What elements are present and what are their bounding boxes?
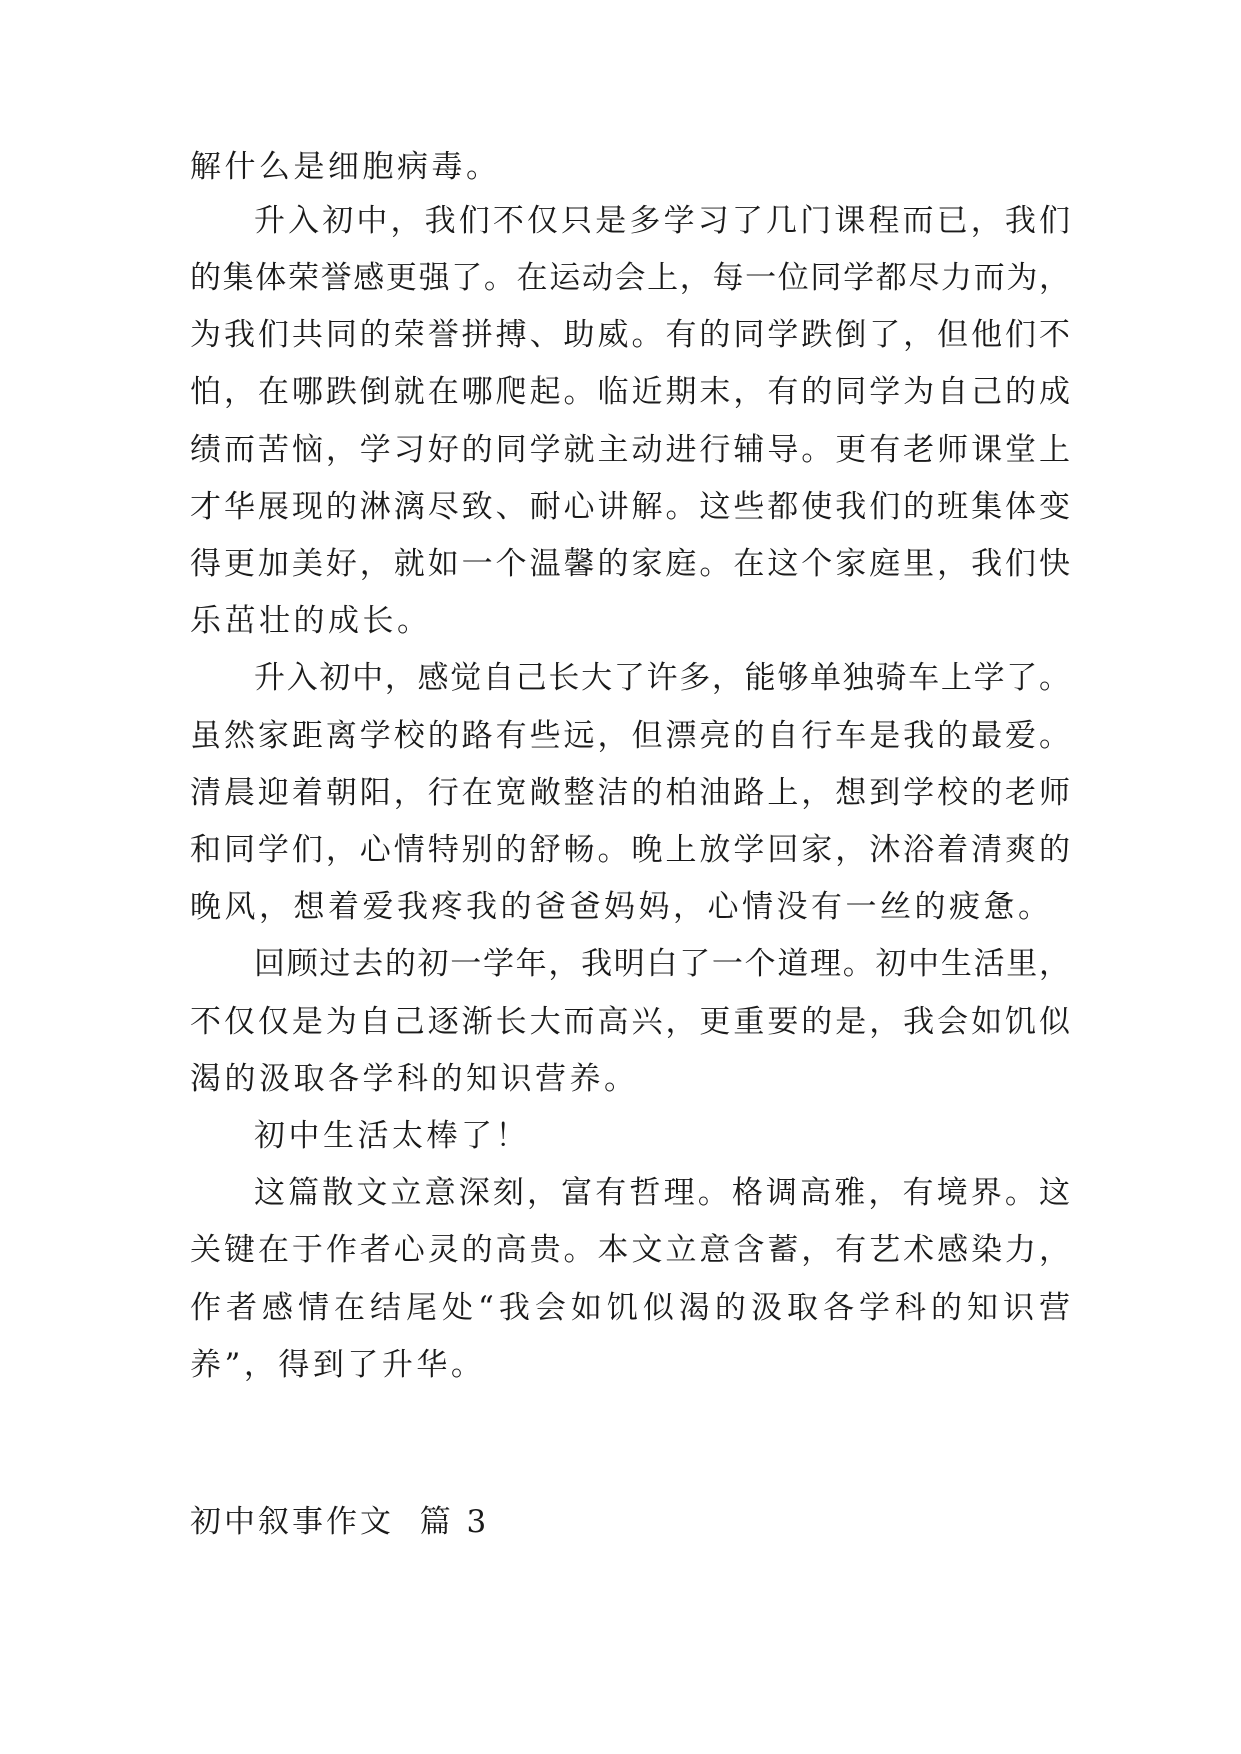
paragraph-line: 和同学们，心情特别的舒畅。晚上放学回家，沐浴着清爽的 (190, 832, 1070, 868)
paragraph-line: 养”，得到了升华。 (190, 1347, 486, 1383)
paragraph-line: 为我们共同的荣誉拼搏、助威。有的同学跌倒了，但他们不 (190, 317, 1070, 353)
paragraph-line: 作者感情在结尾处“我会如饥似渴的汲取各学科的知识营 (190, 1290, 1070, 1326)
paragraph-line: 清晨迎着朝阳，行在宽敞整洁的柏油路上，想到学校的老师 (190, 775, 1070, 811)
paragraph-line: 升入初中，感觉自己长大了许多，能够单独骑车上学了。 (254, 660, 1070, 696)
paragraph-line: 关键在于作者心灵的高贵。本文立意含蓄，有艺术感染力， (190, 1232, 1070, 1268)
paragraph-line: 回顾过去的初一学年，我明白了一个道理。初中生活里， (254, 946, 1070, 982)
paragraph-line: 渴的汲取各学科的知识营养。 (190, 1061, 639, 1097)
paragraph-line: 怕，在哪跌倒就在哪爬起。临近期末，有的同学为自己的成 (190, 374, 1070, 410)
paragraph-line: 才华展现的淋漓尽致、耐心讲解。这些都使我们的班集体变 (190, 489, 1070, 525)
paragraph-line: 晚风，想着爱我疼我的爸爸妈妈，心情没有一丝的疲惫。 (190, 889, 1053, 925)
paragraph-line: 得更加美好，就如一个温馨的家庭。在这个家庭里，我们快 (190, 546, 1070, 582)
paragraph-line: 的集体荣誉感更强了。在运动会上，每一位同学都尽力而为， (190, 260, 1070, 296)
paragraph-line: 这篇散文立意深刻，富有哲理。格调高雅，有境界。这 (254, 1175, 1070, 1211)
paragraph-line: 绩而苦恼，学习好的同学就主动进行辅导。更有老师课堂上 (190, 432, 1070, 468)
paragraph-line: 乐茁壮的成长。 (190, 603, 432, 639)
paragraph-line: 升入初中，我们不仅只是多学习了几门课程而已，我们 (254, 203, 1070, 239)
paragraph-line: 虽然家距离学校的路有些远，但漂亮的自行车是我的最爱。 (190, 718, 1070, 754)
paragraph-line: 不仅仅是为自己逐渐长大而高兴，更重要的是，我会如饥似 (190, 1004, 1070, 1040)
paragraph-line: 解什么是细胞病毒。 (190, 149, 501, 185)
section-heading: 初中叙事作文 篇 3 (190, 1504, 490, 1540)
paragraph-line: 初中生活太棒了！ (254, 1118, 530, 1154)
